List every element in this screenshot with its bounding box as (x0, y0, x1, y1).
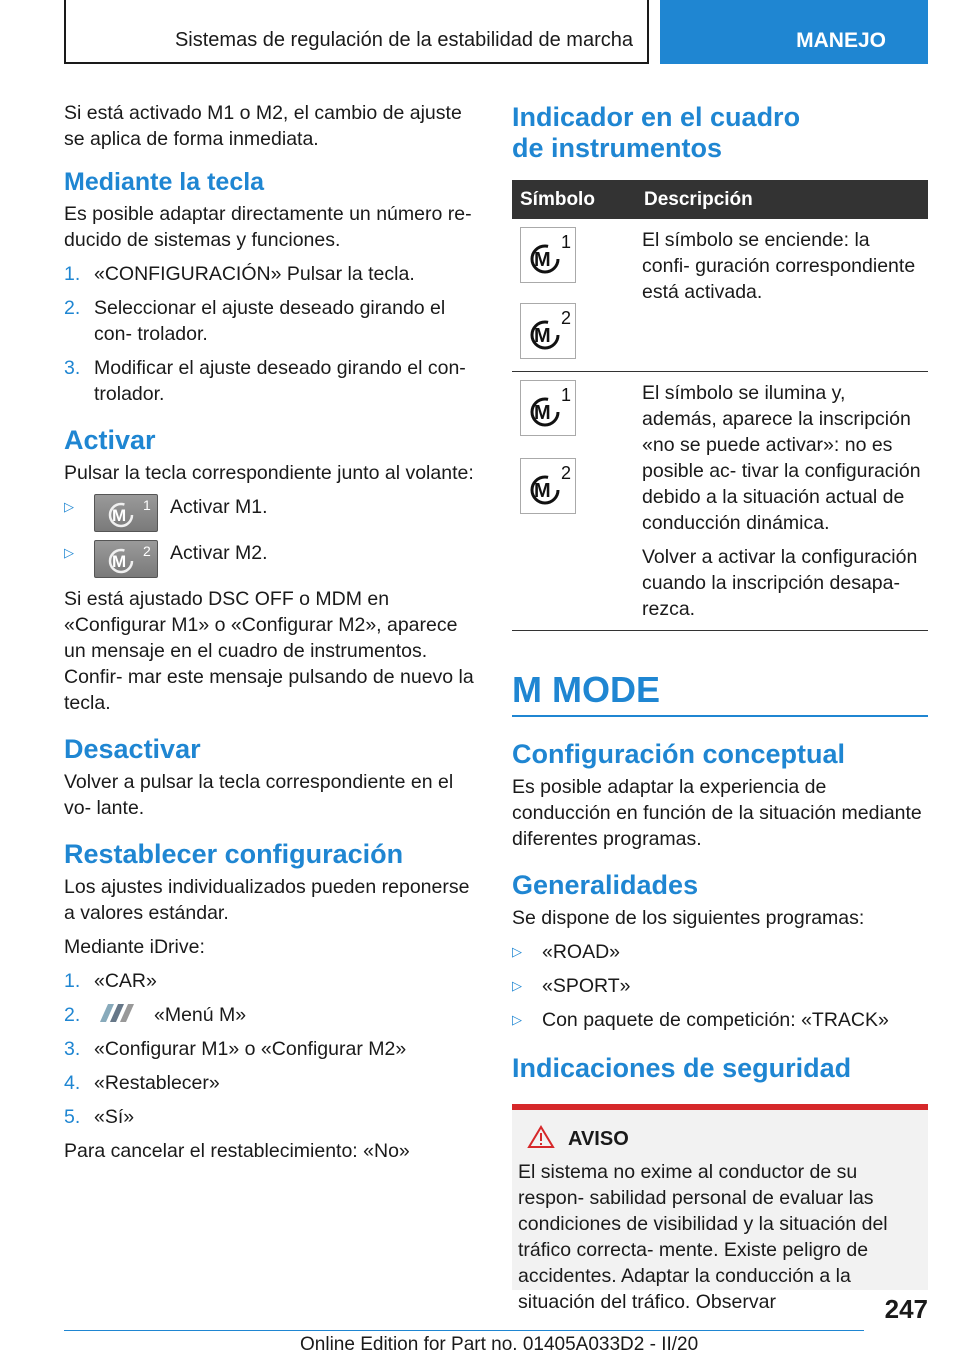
activar-m2-item: ▷ M 2 Activar M2. (64, 540, 480, 578)
m2-symbol-icon (520, 303, 576, 359)
table-row (512, 372, 928, 631)
svg-text:2: 2 (561, 308, 572, 328)
row2-description: El símbolo se ilumina y, además, aparece la inscripción «no se puede activar»: no es posible ac- tivar la configuración debido a la situación actual de conducción dinámica. (642, 382, 921, 534)
m1-symbol-icon (520, 380, 576, 436)
activar-heading: Activar (64, 425, 156, 455)
svg-text:2: 2 (561, 463, 572, 483)
list-item: 5. «Sí» (64, 1106, 135, 1128)
list-item: 2. Seleccionar el ajuste deseado girando el con- trolador. (64, 297, 446, 345)
list-item: 1. «CAR» (64, 970, 157, 992)
mediante-heading: Mediante la tecla (64, 168, 265, 196)
footer-rule (64, 1330, 864, 1331)
row2-note: Volver a activar la configuración cuando la inscripción desapa- rezca. (642, 546, 918, 620)
col-header-symbol: Símbolo (512, 180, 632, 219)
m1-symbol-icon (520, 227, 576, 283)
conf-heading: Configuración conceptual (512, 739, 846, 769)
seg-heading: Indicaciones de seguridad (512, 1053, 852, 1083)
warning-triangle-icon (528, 1126, 554, 1153)
symbol-table (512, 180, 928, 631)
list-item: ▷ «SPORT» (512, 975, 631, 997)
mediante-text: Es posible adaptar directamente un número re- ducido de sistemas y funciones. (64, 203, 472, 251)
triangle-bullet-icon: ▷ (512, 1012, 522, 1027)
desactivar-heading: Desactivar (64, 734, 201, 764)
chapter-title: Sistemas de regulación de la estabilidad de marcha (174, 29, 633, 51)
triangle-bullet-icon: ▷ (512, 978, 522, 993)
footer-edition: Online Edition for Part no. 01405A033D2 - II/20 (300, 1334, 699, 1355)
gen-text: Se dispone de los siguientes programas: (512, 907, 865, 929)
col-header-description: Descripción (632, 180, 928, 219)
m-stripes-icon (94, 1002, 144, 1024)
restablecer-heading: Restablecer configuración (64, 839, 404, 869)
restablecer-text: Los ajustes individualizados pueden reponerse a valores estándar. (64, 876, 470, 924)
cancel-text: Para cancelar el restablecimiento: «No» (64, 1140, 410, 1162)
indicador-heading: Indicador en el cuadro de instrumentos (512, 102, 801, 163)
activar-text: Pulsar la tecla correspondiente junto al volante: (64, 462, 474, 484)
svg-text:M: M (534, 325, 551, 347)
activar-m1-item: ▷ M 1 Activar M1. (64, 494, 480, 532)
m2-button-icon (94, 540, 158, 578)
list-item: ▷ «ROAD» (512, 941, 621, 963)
triangle-bullet-icon: ▷ (512, 944, 522, 959)
left-column (64, 100, 480, 1172)
list-item: ▷ Con paquete de competición: «TRACK» (512, 1009, 889, 1031)
list-item: 3. «Configurar M1» o «Configurar M2» (64, 1038, 407, 1060)
warning-text: El sistema no exime al conductor de su respon- sabilidad personal de evaluar las condiciones de visibilidad y la situación del tráfico correcta- mente. Existe peligro de accidentes. Adaptar la conducción a la situación del tráfico. Observar (518, 1161, 888, 1313)
row1-description: El símbolo se enciende: la confi- guración correspondiente está activada. (632, 219, 928, 372)
triangle-bullet-icon: ▷ (64, 545, 74, 560)
svg-text:1: 1 (561, 385, 572, 405)
m2-symbol-icon (520, 458, 576, 514)
conf-text: Es posible adaptar la experiencia de conducción en función de la situación mediante diferentes programas. (512, 776, 922, 850)
list-item: 3. Modificar el ajuste deseado girando el con- trolador. (64, 357, 466, 405)
svg-text:M: M (534, 402, 551, 424)
svg-text:M: M (534, 249, 551, 271)
page-number: 247 (884, 1294, 928, 1324)
svg-text:2: 2 (143, 543, 151, 559)
gen-heading: Generalidades (512, 870, 699, 900)
m1-button-icon (94, 494, 158, 532)
activar-note: Si está ajustado DSC OFF o MDM en «Configurar M1» o «Configurar M2», aparece un mensaje en el cuadro de instrumentos. Confir- mar este mensaje pulsando de nuevo la tecla. (64, 588, 474, 714)
svg-text:1: 1 (561, 232, 572, 252)
restablecer-steps (64, 968, 480, 1130)
mediante-steps (64, 261, 480, 407)
triangle-bullet-icon: ▷ (64, 499, 74, 514)
svg-text:1: 1 (143, 497, 151, 513)
svg-text:M: M (112, 506, 127, 525)
svg-text:M: M (112, 552, 127, 571)
header-frame (64, 0, 649, 64)
list-item: 4. «Restablecer» (64, 1072, 220, 1094)
idrive-text: Mediante iDrive: (64, 936, 205, 958)
mmode-title: M MODE (512, 669, 928, 717)
section-tab: MANEJO (660, 0, 928, 64)
list-item: 2. «Menú M» (64, 1004, 247, 1026)
desactivar-text: Volver a pulsar la tecla correspondiente en el vo- lante. (64, 771, 454, 819)
list-item: 1. «CONFIGURACIÓN» Pulsar la tecla. (64, 263, 415, 285)
svg-text:M: M (534, 480, 551, 502)
intro-text: Si está activado M1 o M2, el cambio de ajuste se aplica de forma inmediata. (64, 102, 462, 150)
warning-title: AVISO (568, 1128, 629, 1150)
table-row (512, 219, 928, 372)
